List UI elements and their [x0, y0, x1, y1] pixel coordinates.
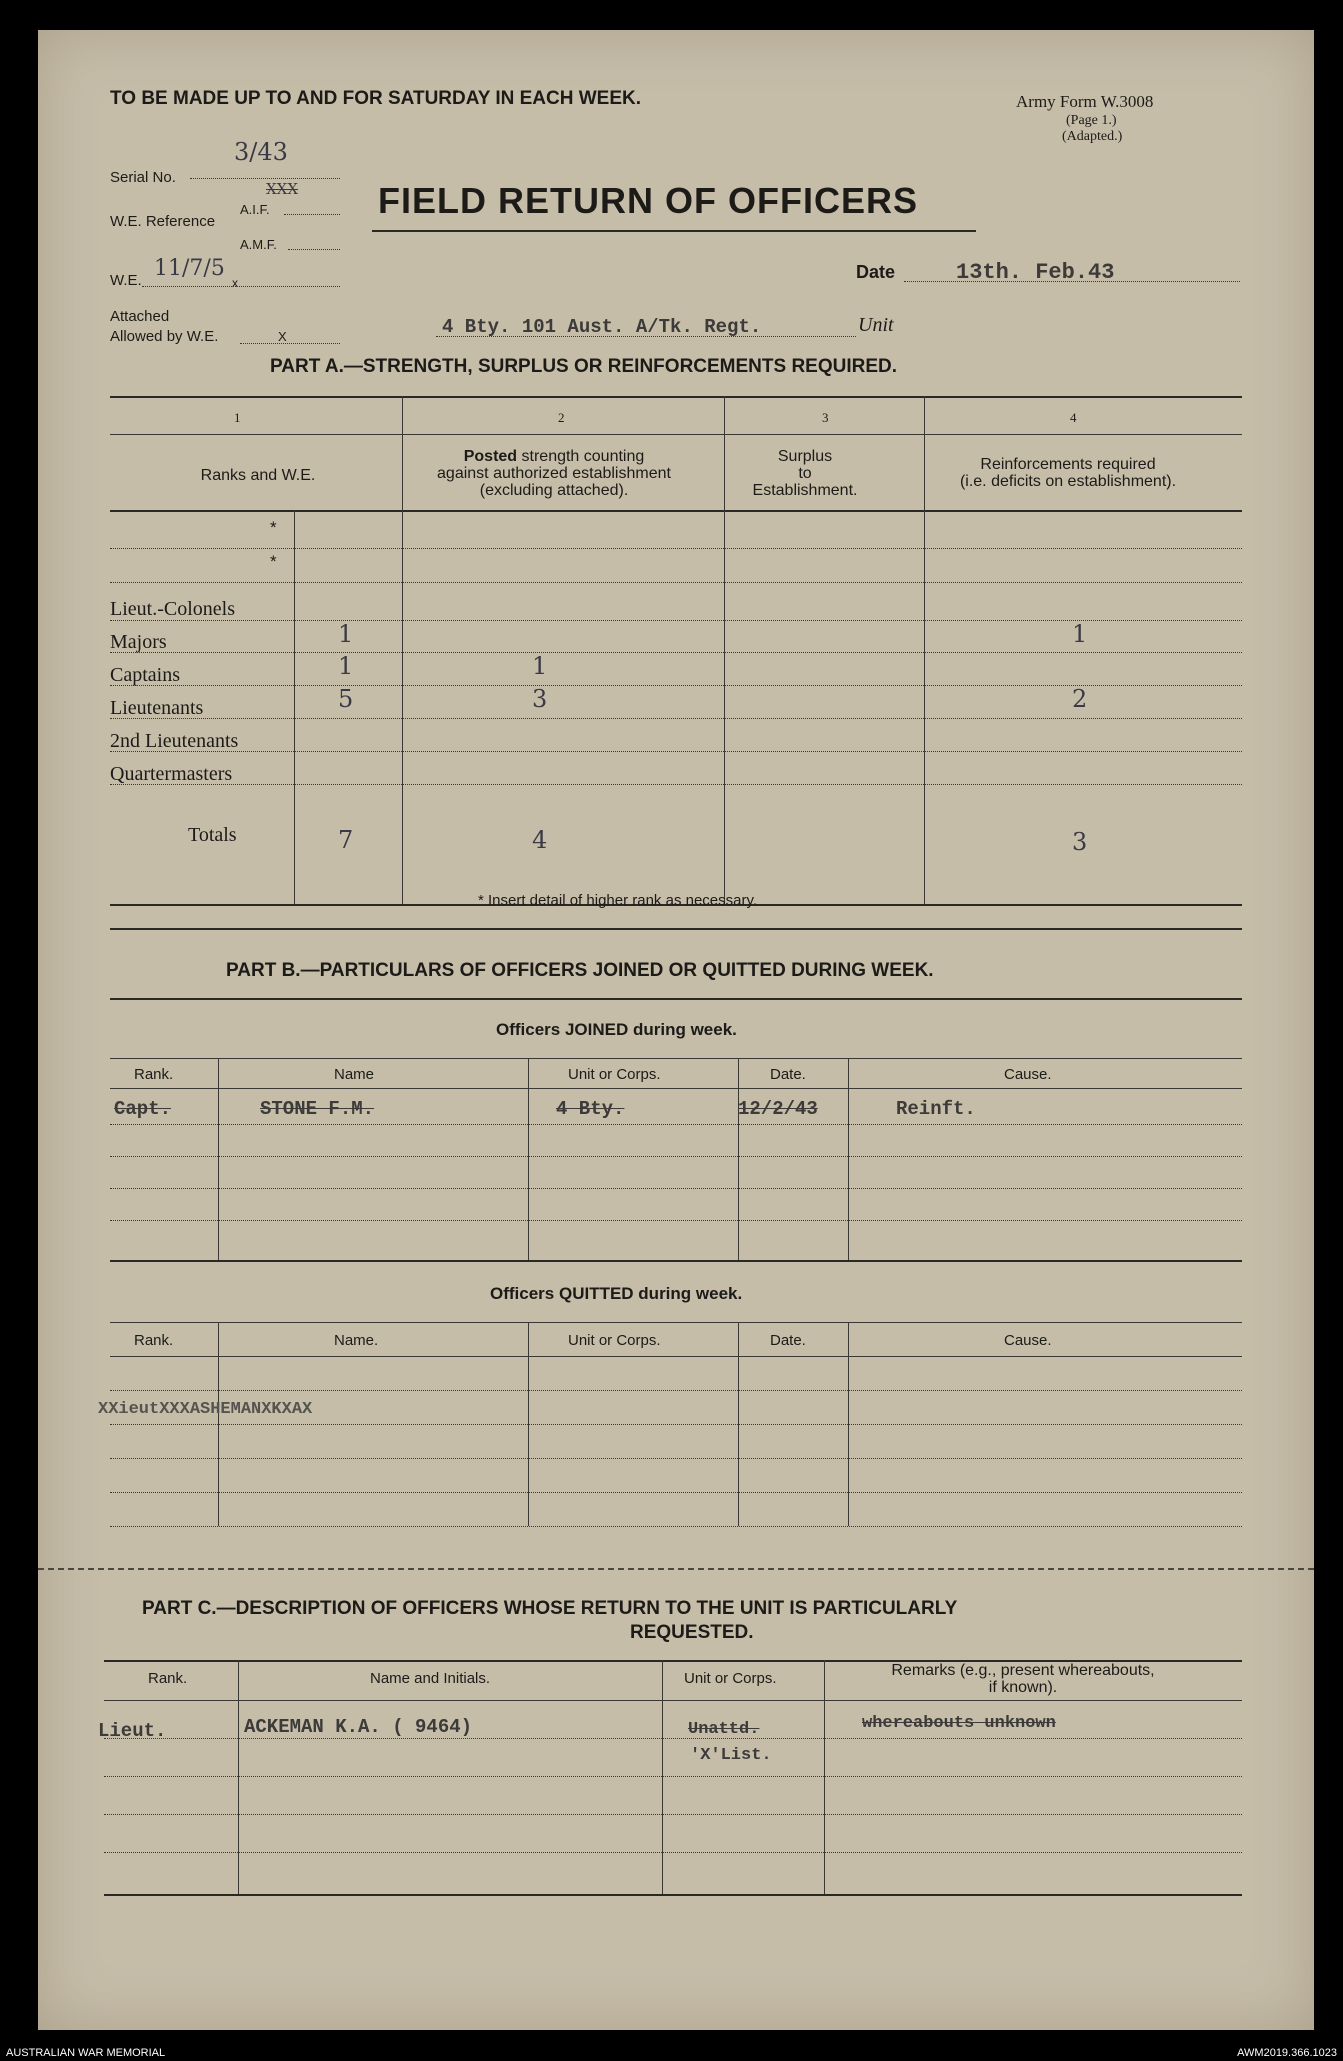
quitted-header-cause: Cause. — [1004, 1332, 1052, 1349]
joined-header-cause: Cause. — [1004, 1066, 1052, 1083]
allowed-mark: X — [278, 329, 287, 344]
part-c-header-rank: Rank. — [148, 1670, 188, 1687]
col4-header-line2: (i.e. deficits on establishment). — [959, 473, 1177, 490]
quitted-title: Officers QUITTED during week. — [490, 1284, 743, 1303]
part-c-title-line2: REQUESTED. — [630, 1622, 754, 1643]
majors-we: 1 — [338, 620, 354, 648]
date-label: Date — [856, 262, 896, 282]
aif-value: XXX — [266, 180, 299, 198]
part-b-title: PART B.—PARTICULARS OF OFFICERS JOINED OR QUITTED DURING WEEK. — [226, 960, 934, 981]
tear-line — [38, 1568, 1314, 1570]
asterisk-2: * — [270, 552, 277, 571]
rank-captains: Captains — [110, 664, 180, 686]
quitted-header-date: Date. — [770, 1332, 806, 1349]
part-c-unit-list: 'X'List. — [690, 1746, 772, 1765]
col-number-3: 3 — [822, 410, 829, 425]
footer-right: AWM2019.366.1023 — [1237, 2047, 1337, 2059]
we-value: 11/7/5 — [154, 256, 225, 281]
joined-title: Officers JOINED during week. — [496, 1020, 737, 1039]
col3-header-line2: to — [798, 465, 812, 482]
totals-posted: 4 — [532, 826, 548, 854]
part-c-header-name: Name and Initials. — [370, 1670, 491, 1687]
joined-header-rank: Rank. — [134, 1066, 174, 1083]
col4-header-line1: Reinforcements required — [980, 456, 1156, 473]
form-page: (Page 1.) — [1066, 113, 1117, 128]
instruction-text: TO BE MADE UP TO AND FOR SATURDAY IN EACH WEEK. — [110, 88, 641, 109]
remarks-line1: Remarks (e.g., present whereabouts, — [891, 1662, 1155, 1679]
col3-header-line1: Surplus — [777, 448, 833, 465]
allowed-label: Allowed by W.E. — [110, 328, 219, 345]
rank-majors: Majors — [110, 631, 167, 653]
quitted-header-rank: Rank. — [134, 1332, 174, 1349]
we-reference-label: W.E. Reference — [110, 213, 216, 230]
part-c-remarks: whereabouts unknown — [862, 1714, 1056, 1733]
lieutenants-reinf: 2 — [1072, 685, 1088, 713]
col1-header: Ranks and W.E. — [200, 467, 316, 484]
rank-lieut-colonels: Lieut.-Colonels — [110, 598, 235, 620]
form-adapted: (Adapted.) — [1062, 129, 1123, 144]
col2-header-line2: against authorized establishment — [437, 465, 671, 482]
part-c-header-unit: Unit or Corps. — [684, 1670, 777, 1687]
joined-header-unit: Unit or Corps. — [568, 1066, 661, 1083]
we-mark: x — [232, 276, 238, 290]
part-c-title-line1: PART C.—DESCRIPTION OF OFFICERS WHOSE RETURN TO THE UNIT IS PARTICULARLY — [142, 1598, 958, 1619]
part-a-footnote: * Insert detail of higher rank as necessary. — [478, 892, 758, 909]
form-title: FIELD RETURN OF OFFICERS — [378, 180, 918, 221]
form-sheet — [38, 30, 1314, 2030]
totals-we: 7 — [338, 826, 354, 854]
joined-date: 12/2/43 — [738, 1098, 818, 1120]
quitted-header-unit: Unit or Corps. — [568, 1332, 661, 1349]
joined-header-date: Date. — [770, 1066, 806, 1083]
attached-label: Attached — [110, 308, 170, 325]
quitted-header-name: Name. — [334, 1332, 379, 1349]
part-a-title: PART A.—STRENGTH, SURPLUS OR REINFORCEMENTS REQUIRED. — [270, 356, 898, 377]
date-value: 13th. Feb.43 — [956, 260, 1115, 285]
col4-header — [918, 456, 1218, 490]
aif-label: A.I.F. — [240, 202, 270, 217]
serial-label: Serial No. — [110, 169, 176, 186]
asterisk-1: * — [270, 518, 277, 537]
joined-unit: 4 Bty. — [556, 1098, 625, 1120]
rank-2nd-lieutenants: 2nd Lieutenants — [110, 730, 239, 752]
col2-header-bold: Posted — [463, 448, 518, 465]
part-c-unit: Unattd. — [688, 1720, 760, 1739]
joined-rank: Capt. — [114, 1098, 172, 1120]
col2-header — [404, 448, 704, 499]
totals-label: Totals — [188, 824, 237, 846]
captains-posted: 1 — [532, 652, 548, 680]
unit-label: Unit — [858, 314, 894, 336]
joined-cause: Reinft. — [896, 1098, 976, 1120]
col2-header-rest: strength counting — [521, 448, 645, 465]
unit-value: 4 Bty. 101 Aust. A/Tk. Regt. — [442, 316, 762, 338]
col2-header-line3: (excluding attached). — [479, 482, 629, 499]
col3-header — [730, 448, 880, 499]
part-c-name: ACKEMAN K.A. ( 9464) — [244, 1716, 473, 1738]
lieutenants-posted: 3 — [532, 685, 548, 713]
we-label: W.E. — [110, 272, 142, 289]
serial-value: 3/43 — [234, 138, 288, 166]
totals-reinf: 3 — [1072, 828, 1088, 856]
majors-reinf: 1 — [1072, 620, 1088, 648]
captains-we: 1 — [338, 652, 354, 680]
footer-left: AUSTRALIAN WAR MEMORIAL — [6, 2047, 166, 2059]
rank-lieutenants: Lieutenants — [110, 697, 204, 719]
col-number-4: 4 — [1070, 410, 1077, 425]
rank-quartermasters: Quartermasters — [110, 763, 233, 785]
part-c-rank: Lieut. — [98, 1720, 167, 1742]
col3-header-line3: Establishment. — [752, 482, 858, 499]
col-number-2: 2 — [558, 410, 565, 425]
quitted-entry-struck: XXieutXXXASHEMANXKXAX — [98, 1400, 313, 1419]
form-name: Army Form W.3008 — [1016, 92, 1154, 111]
joined-header-name: Name — [334, 1066, 375, 1083]
title-underline — [372, 230, 976, 232]
joined-name: STONE F.M. — [260, 1098, 375, 1120]
col-number-1: 1 — [234, 410, 241, 425]
part-c-header-remarks — [848, 1662, 1198, 1696]
amf-label: A.M.F. — [240, 237, 277, 252]
lieutenants-we: 5 — [338, 685, 354, 713]
remarks-line2: if known). — [988, 1679, 1058, 1696]
